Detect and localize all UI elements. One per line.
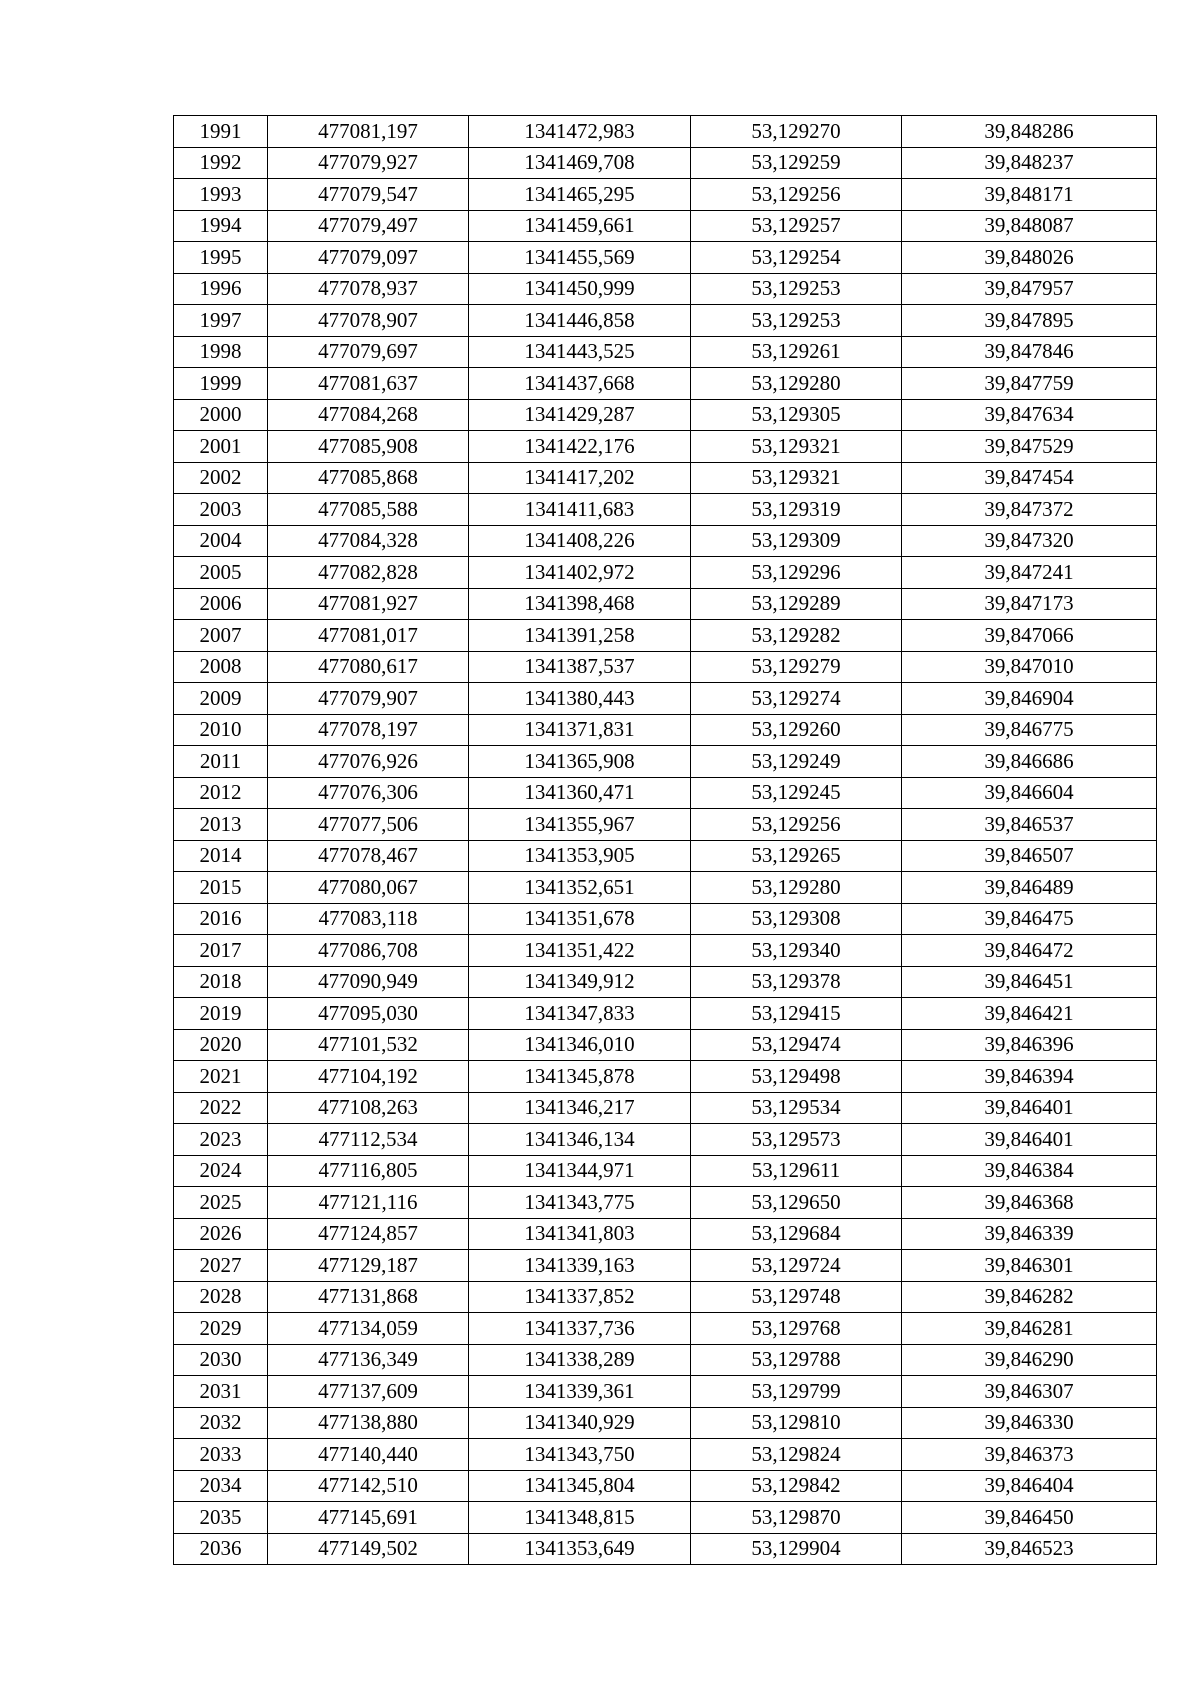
latitude-cell: 53,129256 [691, 179, 902, 211]
latitude-cell: 53,129842 [691, 1470, 902, 1502]
point-number-cell: 2034 [174, 1470, 268, 1502]
y-coordinate-cell: 1341353,649 [469, 1533, 691, 1565]
y-coordinate-cell: 1341465,295 [469, 179, 691, 211]
point-number-cell: 1998 [174, 336, 268, 368]
longitude-cell: 39,847957 [902, 273, 1157, 305]
longitude-cell: 39,846507 [902, 840, 1157, 872]
longitude-cell: 39,846282 [902, 1281, 1157, 1313]
y-coordinate-cell: 1341360,471 [469, 777, 691, 809]
latitude-cell: 53,129261 [691, 336, 902, 368]
y-coordinate-cell: 1341446,858 [469, 305, 691, 337]
y-coordinate-cell: 1341380,443 [469, 683, 691, 715]
y-coordinate-cell: 1341343,750 [469, 1439, 691, 1471]
x-coordinate-cell: 477085,588 [268, 494, 469, 526]
table-row [174, 777, 1157, 809]
longitude-cell: 39,846373 [902, 1439, 1157, 1471]
table-row [174, 525, 1157, 557]
longitude-cell: 39,846339 [902, 1218, 1157, 1250]
y-coordinate-cell: 1341337,852 [469, 1281, 691, 1313]
longitude-cell: 39,846451 [902, 966, 1157, 998]
table-row [174, 903, 1157, 935]
latitude-cell: 53,129274 [691, 683, 902, 715]
x-coordinate-cell: 477101,532 [268, 1029, 469, 1061]
longitude-cell: 39,846330 [902, 1407, 1157, 1439]
latitude-cell: 53,129260 [691, 714, 902, 746]
y-coordinate-cell: 1341337,736 [469, 1313, 691, 1345]
point-number-cell: 2030 [174, 1344, 268, 1376]
y-coordinate-cell: 1341455,569 [469, 242, 691, 274]
longitude-cell: 39,846472 [902, 935, 1157, 967]
x-coordinate-cell: 477149,502 [268, 1533, 469, 1565]
y-coordinate-cell: 1341437,668 [469, 368, 691, 400]
point-number-cell: 2019 [174, 998, 268, 1030]
point-number-cell: 2021 [174, 1061, 268, 1093]
longitude-cell: 39,846904 [902, 683, 1157, 715]
point-number-cell: 2036 [174, 1533, 268, 1565]
table-row [174, 1313, 1157, 1345]
y-coordinate-cell: 1341346,010 [469, 1029, 691, 1061]
latitude-cell: 53,129308 [691, 903, 902, 935]
latitude-cell: 53,129253 [691, 273, 902, 305]
longitude-cell: 39,846523 [902, 1533, 1157, 1565]
y-coordinate-cell: 1341344,971 [469, 1155, 691, 1187]
x-coordinate-cell: 477086,708 [268, 935, 469, 967]
y-coordinate-cell: 1341429,287 [469, 399, 691, 431]
table-row [174, 368, 1157, 400]
table-row [174, 651, 1157, 683]
longitude-cell: 39,846537 [902, 809, 1157, 841]
table-row [174, 242, 1157, 274]
point-number-cell: 2032 [174, 1407, 268, 1439]
x-coordinate-cell: 477078,937 [268, 273, 469, 305]
longitude-cell: 39,846301 [902, 1250, 1157, 1282]
table-row [174, 1281, 1157, 1313]
longitude-cell: 39,848286 [902, 116, 1157, 148]
longitude-cell: 39,846281 [902, 1313, 1157, 1345]
latitude-cell: 53,129245 [691, 777, 902, 809]
point-number-cell: 2033 [174, 1439, 268, 1471]
x-coordinate-cell: 477140,440 [268, 1439, 469, 1471]
point-number-cell: 1997 [174, 305, 268, 337]
x-coordinate-cell: 477076,306 [268, 777, 469, 809]
x-coordinate-cell: 477081,197 [268, 116, 469, 148]
y-coordinate-cell: 1341346,134 [469, 1124, 691, 1156]
latitude-cell: 53,129768 [691, 1313, 902, 1345]
latitude-cell: 53,129279 [691, 651, 902, 683]
table-row [174, 1061, 1157, 1093]
longitude-cell: 39,847454 [902, 462, 1157, 494]
longitude-cell: 39,847010 [902, 651, 1157, 683]
table-row [174, 305, 1157, 337]
latitude-cell: 53,129824 [691, 1439, 902, 1471]
latitude-cell: 53,129296 [691, 557, 902, 589]
x-coordinate-cell: 477078,467 [268, 840, 469, 872]
longitude-cell: 39,846290 [902, 1344, 1157, 1376]
latitude-cell: 53,129280 [691, 872, 902, 904]
table-row [174, 588, 1157, 620]
longitude-cell: 39,846384 [902, 1155, 1157, 1187]
y-coordinate-cell: 1341352,651 [469, 872, 691, 904]
y-coordinate-cell: 1341469,708 [469, 147, 691, 179]
longitude-cell: 39,846404 [902, 1470, 1157, 1502]
point-number-cell: 2014 [174, 840, 268, 872]
table-row [174, 683, 1157, 715]
x-coordinate-cell: 477121,116 [268, 1187, 469, 1219]
longitude-cell: 39,848026 [902, 242, 1157, 274]
longitude-cell: 39,846421 [902, 998, 1157, 1030]
point-number-cell: 2023 [174, 1124, 268, 1156]
table-row [174, 147, 1157, 179]
y-coordinate-cell: 1341411,683 [469, 494, 691, 526]
longitude-cell: 39,846394 [902, 1061, 1157, 1093]
latitude-cell: 53,129415 [691, 998, 902, 1030]
point-number-cell: 2029 [174, 1313, 268, 1345]
x-coordinate-cell: 477083,118 [268, 903, 469, 935]
table-row [174, 620, 1157, 652]
latitude-cell: 53,129799 [691, 1376, 902, 1408]
latitude-cell: 53,129282 [691, 620, 902, 652]
x-coordinate-cell: 477079,927 [268, 147, 469, 179]
table-row [174, 872, 1157, 904]
table-row [174, 966, 1157, 998]
x-coordinate-cell: 477084,328 [268, 525, 469, 557]
x-coordinate-cell: 477090,949 [268, 966, 469, 998]
point-number-cell: 2028 [174, 1281, 268, 1313]
point-number-cell: 2003 [174, 494, 268, 526]
longitude-cell: 39,848171 [902, 179, 1157, 211]
table-row [174, 336, 1157, 368]
longitude-cell: 39,847372 [902, 494, 1157, 526]
y-coordinate-cell: 1341339,361 [469, 1376, 691, 1408]
table-row [174, 1092, 1157, 1124]
table-row [174, 1187, 1157, 1219]
point-number-cell: 2017 [174, 935, 268, 967]
table-row [174, 210, 1157, 242]
point-number-cell: 1992 [174, 147, 268, 179]
x-coordinate-cell: 477085,908 [268, 431, 469, 463]
point-number-cell: 2007 [174, 620, 268, 652]
y-coordinate-cell: 1341459,661 [469, 210, 691, 242]
y-coordinate-cell: 1341345,804 [469, 1470, 691, 1502]
coordinates-table [173, 115, 1157, 1565]
point-number-cell: 1999 [174, 368, 268, 400]
table-row [174, 1250, 1157, 1282]
longitude-cell: 39,847634 [902, 399, 1157, 431]
x-coordinate-cell: 477079,547 [268, 179, 469, 211]
point-number-cell: 2015 [174, 872, 268, 904]
latitude-cell: 53,129280 [691, 368, 902, 400]
latitude-cell: 53,129534 [691, 1092, 902, 1124]
y-coordinate-cell: 1341340,929 [469, 1407, 691, 1439]
y-coordinate-cell: 1341351,678 [469, 903, 691, 935]
x-coordinate-cell: 477085,868 [268, 462, 469, 494]
point-number-cell: 1995 [174, 242, 268, 274]
point-number-cell: 2011 [174, 746, 268, 778]
point-number-cell: 2026 [174, 1218, 268, 1250]
table-row [174, 1470, 1157, 1502]
latitude-cell: 53,129257 [691, 210, 902, 242]
y-coordinate-cell: 1341349,912 [469, 966, 691, 998]
longitude-cell: 39,846604 [902, 777, 1157, 809]
point-number-cell: 2004 [174, 525, 268, 557]
point-number-cell: 2006 [174, 588, 268, 620]
y-coordinate-cell: 1341355,967 [469, 809, 691, 841]
table-row [174, 494, 1157, 526]
point-number-cell: 2002 [174, 462, 268, 494]
longitude-cell: 39,847066 [902, 620, 1157, 652]
point-number-cell: 2031 [174, 1376, 268, 1408]
x-coordinate-cell: 477084,268 [268, 399, 469, 431]
x-coordinate-cell: 477081,927 [268, 588, 469, 620]
longitude-cell: 39,846368 [902, 1187, 1157, 1219]
table-row [174, 1439, 1157, 1471]
y-coordinate-cell: 1341339,163 [469, 1250, 691, 1282]
longitude-cell: 39,846401 [902, 1092, 1157, 1124]
table-row [174, 1407, 1157, 1439]
x-coordinate-cell: 477137,609 [268, 1376, 469, 1408]
y-coordinate-cell: 1341450,999 [469, 273, 691, 305]
x-coordinate-cell: 477104,192 [268, 1061, 469, 1093]
y-coordinate-cell: 1341347,833 [469, 998, 691, 1030]
table-row [174, 714, 1157, 746]
table-row [174, 1344, 1157, 1376]
coordinates-table-body [174, 116, 1157, 1565]
y-coordinate-cell: 1341338,289 [469, 1344, 691, 1376]
x-coordinate-cell: 477136,349 [268, 1344, 469, 1376]
x-coordinate-cell: 477138,880 [268, 1407, 469, 1439]
y-coordinate-cell: 1341371,831 [469, 714, 691, 746]
point-number-cell: 2012 [174, 777, 268, 809]
point-number-cell: 2013 [174, 809, 268, 841]
x-coordinate-cell: 477078,197 [268, 714, 469, 746]
x-coordinate-cell: 477079,907 [268, 683, 469, 715]
y-coordinate-cell: 1341351,422 [469, 935, 691, 967]
latitude-cell: 53,129340 [691, 935, 902, 967]
point-number-cell: 2008 [174, 651, 268, 683]
table-row [174, 1376, 1157, 1408]
table-row [174, 746, 1157, 778]
latitude-cell: 53,129788 [691, 1344, 902, 1376]
table-row [174, 1218, 1157, 1250]
table-row [174, 557, 1157, 589]
point-number-cell: 2024 [174, 1155, 268, 1187]
longitude-cell: 39,847241 [902, 557, 1157, 589]
table-row [174, 399, 1157, 431]
y-coordinate-cell: 1341391,258 [469, 620, 691, 652]
y-coordinate-cell: 1341408,226 [469, 525, 691, 557]
latitude-cell: 53,129904 [691, 1533, 902, 1565]
x-coordinate-cell: 477082,828 [268, 557, 469, 589]
x-coordinate-cell: 477080,617 [268, 651, 469, 683]
table-row [174, 935, 1157, 967]
x-coordinate-cell: 477134,059 [268, 1313, 469, 1345]
latitude-cell: 53,129650 [691, 1187, 902, 1219]
y-coordinate-cell: 1341422,176 [469, 431, 691, 463]
latitude-cell: 53,129289 [691, 588, 902, 620]
y-coordinate-cell: 1341398,468 [469, 588, 691, 620]
x-coordinate-cell: 477108,263 [268, 1092, 469, 1124]
y-coordinate-cell: 1341341,803 [469, 1218, 691, 1250]
x-coordinate-cell: 477116,805 [268, 1155, 469, 1187]
point-number-cell: 2000 [174, 399, 268, 431]
latitude-cell: 53,129724 [691, 1250, 902, 1282]
latitude-cell: 53,129249 [691, 746, 902, 778]
table-row [174, 431, 1157, 463]
latitude-cell: 53,129259 [691, 147, 902, 179]
latitude-cell: 53,129573 [691, 1124, 902, 1156]
longitude-cell: 39,846475 [902, 903, 1157, 935]
x-coordinate-cell: 477079,497 [268, 210, 469, 242]
latitude-cell: 53,129256 [691, 809, 902, 841]
longitude-cell: 39,847846 [902, 336, 1157, 368]
table-row [174, 462, 1157, 494]
latitude-cell: 53,129270 [691, 116, 902, 148]
latitude-cell: 53,129498 [691, 1061, 902, 1093]
x-coordinate-cell: 477078,907 [268, 305, 469, 337]
longitude-cell: 39,846686 [902, 746, 1157, 778]
latitude-cell: 53,129309 [691, 525, 902, 557]
y-coordinate-cell: 1341343,775 [469, 1187, 691, 1219]
y-coordinate-cell: 1341345,878 [469, 1061, 691, 1093]
point-number-cell: 1991 [174, 116, 268, 148]
longitude-cell: 39,848087 [902, 210, 1157, 242]
point-number-cell: 1996 [174, 273, 268, 305]
x-coordinate-cell: 477124,857 [268, 1218, 469, 1250]
x-coordinate-cell: 477081,017 [268, 620, 469, 652]
x-coordinate-cell: 477142,510 [268, 1470, 469, 1502]
table-row [174, 1124, 1157, 1156]
point-number-cell: 2018 [174, 966, 268, 998]
point-number-cell: 2025 [174, 1187, 268, 1219]
latitude-cell: 53,129254 [691, 242, 902, 274]
longitude-cell: 39,847529 [902, 431, 1157, 463]
table-row [174, 273, 1157, 305]
point-number-cell: 2005 [174, 557, 268, 589]
x-coordinate-cell: 477080,067 [268, 872, 469, 904]
longitude-cell: 39,848237 [902, 147, 1157, 179]
latitude-cell: 53,129810 [691, 1407, 902, 1439]
point-number-cell: 1993 [174, 179, 268, 211]
longitude-cell: 39,847759 [902, 368, 1157, 400]
latitude-cell: 53,129378 [691, 966, 902, 998]
point-number-cell: 2016 [174, 903, 268, 935]
y-coordinate-cell: 1341365,908 [469, 746, 691, 778]
point-number-cell: 2010 [174, 714, 268, 746]
x-coordinate-cell: 477076,926 [268, 746, 469, 778]
longitude-cell: 39,847173 [902, 588, 1157, 620]
table-row [174, 116, 1157, 148]
y-coordinate-cell: 1341346,217 [469, 1092, 691, 1124]
latitude-cell: 53,129748 [691, 1281, 902, 1313]
longitude-cell: 39,846307 [902, 1376, 1157, 1408]
table-row [174, 179, 1157, 211]
table-row [174, 1502, 1157, 1534]
table-row [174, 998, 1157, 1030]
table-row [174, 1155, 1157, 1187]
latitude-cell: 53,129611 [691, 1155, 902, 1187]
table-row [174, 1029, 1157, 1061]
latitude-cell: 53,129265 [691, 840, 902, 872]
latitude-cell: 53,129321 [691, 431, 902, 463]
point-number-cell: 2022 [174, 1092, 268, 1124]
point-number-cell: 2027 [174, 1250, 268, 1282]
x-coordinate-cell: 477081,637 [268, 368, 469, 400]
longitude-cell: 39,847320 [902, 525, 1157, 557]
y-coordinate-cell: 1341387,537 [469, 651, 691, 683]
x-coordinate-cell: 477095,030 [268, 998, 469, 1030]
latitude-cell: 53,129319 [691, 494, 902, 526]
y-coordinate-cell: 1341417,202 [469, 462, 691, 494]
longitude-cell: 39,846396 [902, 1029, 1157, 1061]
table-row [174, 809, 1157, 841]
latitude-cell: 53,129474 [691, 1029, 902, 1061]
x-coordinate-cell: 477145,691 [268, 1502, 469, 1534]
latitude-cell: 53,129321 [691, 462, 902, 494]
x-coordinate-cell: 477079,097 [268, 242, 469, 274]
point-number-cell: 2020 [174, 1029, 268, 1061]
x-coordinate-cell: 477077,506 [268, 809, 469, 841]
longitude-cell: 39,846775 [902, 714, 1157, 746]
y-coordinate-cell: 1341402,972 [469, 557, 691, 589]
x-coordinate-cell: 477112,534 [268, 1124, 469, 1156]
latitude-cell: 53,129305 [691, 399, 902, 431]
table-row [174, 1533, 1157, 1565]
y-coordinate-cell: 1341472,983 [469, 116, 691, 148]
y-coordinate-cell: 1341443,525 [469, 336, 691, 368]
y-coordinate-cell: 1341353,905 [469, 840, 691, 872]
point-number-cell: 2035 [174, 1502, 268, 1534]
x-coordinate-cell: 477129,187 [268, 1250, 469, 1282]
point-number-cell: 2009 [174, 683, 268, 715]
longitude-cell: 39,846401 [902, 1124, 1157, 1156]
x-coordinate-cell: 477079,697 [268, 336, 469, 368]
latitude-cell: 53,129870 [691, 1502, 902, 1534]
y-coordinate-cell: 1341348,815 [469, 1502, 691, 1534]
latitude-cell: 53,129253 [691, 305, 902, 337]
longitude-cell: 39,846450 [902, 1502, 1157, 1534]
table-row [174, 840, 1157, 872]
latitude-cell: 53,129684 [691, 1218, 902, 1250]
longitude-cell: 39,846489 [902, 872, 1157, 904]
x-coordinate-cell: 477131,868 [268, 1281, 469, 1313]
point-number-cell: 2001 [174, 431, 268, 463]
point-number-cell: 1994 [174, 210, 268, 242]
longitude-cell: 39,847895 [902, 305, 1157, 337]
